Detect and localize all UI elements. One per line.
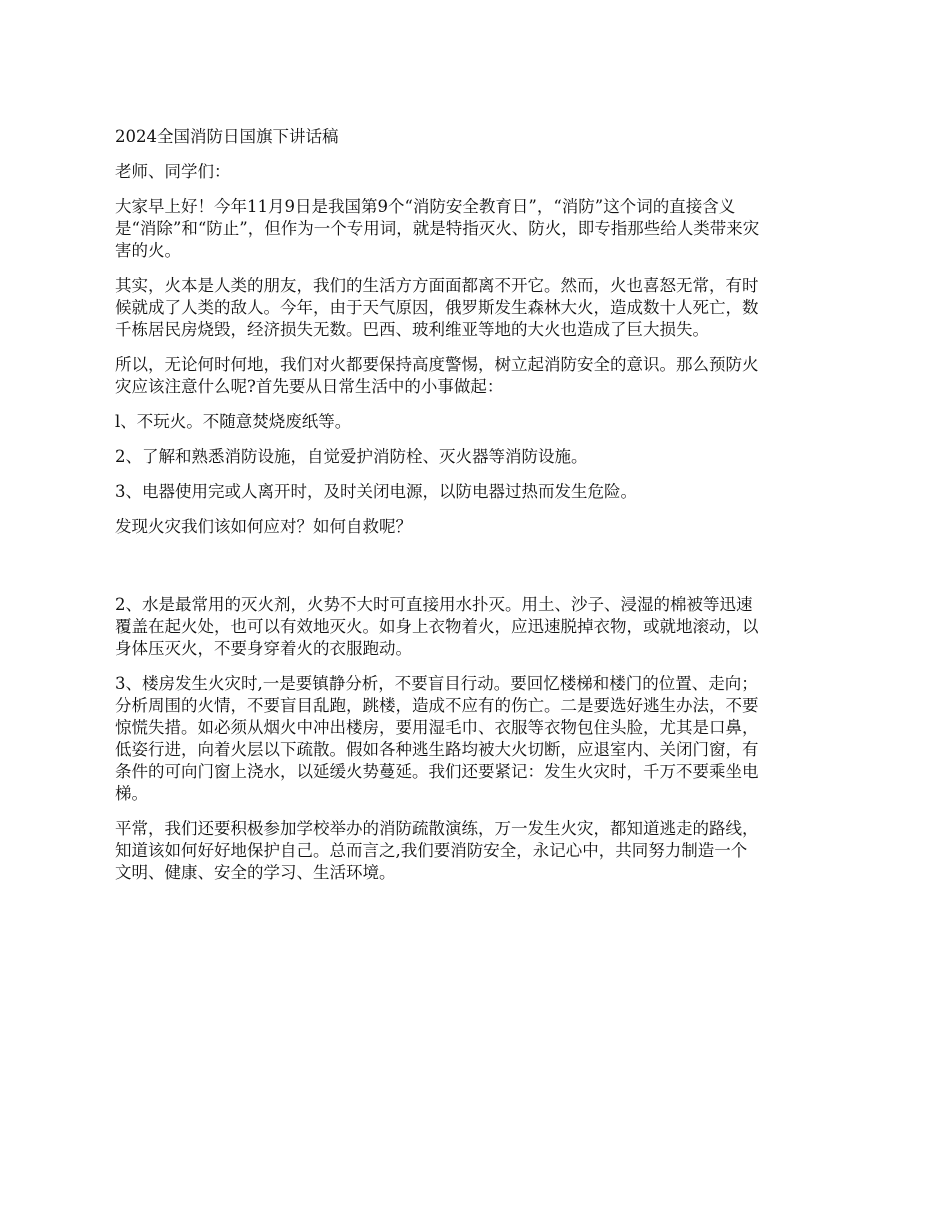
blank-gap <box>115 551 843 594</box>
paragraph-line: 条件的可向门窗上浇水，以延缓火势蔓延。我们还要紧记：发生火灾时，千万不要乘坐电 <box>115 762 759 781</box>
paragraph-line: 是“消除”和“防止”，但作为一个专用词，就是特指灭火、防火，即专指那些给人类带来灾 <box>115 219 760 238</box>
paragraph <box>115 354 843 398</box>
document-title <box>115 126 843 148</box>
paragraph-line: 2、水是最常用的灭火剂，火势不大时可直接用水扑灭。用土、沙子、浸湿的棉被等迅速 <box>115 595 753 614</box>
paragraph <box>115 673 843 805</box>
paragraph-line: 所以，无论何时何地，我们对火都要保持高度警惕，树立起消防安全的意识。那么预防火 <box>115 355 759 374</box>
paragraph-line: 其实，火本是人类的朋友，我们的生活方方面面都离不开它。然而，火也喜怒无常，有时 <box>115 276 759 295</box>
body-before-gap <box>115 196 843 538</box>
paragraph-line: 身体压灭火，不要身穿着火的衣服跑动。 <box>115 639 412 658</box>
paragraph-line: 分析周围的火情，不要盲目乱跑，跳楼，造成不应有的伤亡。二是要选好逃生办法，不要 <box>115 696 759 715</box>
paragraph-line: 大家早上好！今年11月9日是我国第9个“消防安全教育日”，“消防”这个词的直接含义 <box>115 197 736 216</box>
paragraph-line: 候就成了人类的敌人。今年，由于天气原因，俄罗斯发生森林大火，造成数十人死亡，数 <box>115 298 759 317</box>
paragraph-line: 低姿行进，向着火层以下疏散。假如各种逃生路均被大火切断，应退室内、关闭门窗，有 <box>115 740 759 759</box>
paragraph-line: 2、了解和熟悉消防设施，自觉爱护消防栓、灭火器等消防设施。 <box>115 447 588 466</box>
paragraph-line: 梯。 <box>115 784 148 803</box>
paragraph <box>115 275 843 341</box>
salutation-line: 老师、同学们： <box>115 162 231 181</box>
paragraph-line: 惊慌失措。如必须从烟火中冲出楼房，要用湿毛巾、衣服等衣物包住头脸，尤其是口鼻， <box>115 718 759 737</box>
paragraph-line: 害的火。 <box>115 241 181 260</box>
paragraph <box>115 196 843 262</box>
paragraph-line: 3、楼房发生火灾时,一是要镇静分析，不要盲目行动。要回忆楼梯和楼门的位置、走向； <box>115 674 758 693</box>
paragraph-line: 平常，我们还要积极参加学校举办的消防疏散演练，万一发生火灾，都知道逃走的路线， <box>115 819 759 838</box>
paragraph <box>115 818 843 884</box>
salutation <box>115 161 843 183</box>
paragraph-line: 文明、健康、安全的学习、生活环境。 <box>115 863 396 882</box>
document-page <box>115 126 843 897</box>
paragraph-line: 知道该如何好好地保护自己。总而言之,我们要消防安全，永记心中，共同努力制造一个 <box>115 841 748 860</box>
paragraph <box>115 594 843 660</box>
body-after-gap <box>115 594 843 884</box>
paragraph-line: 覆盖在起火处，也可以有效地灭火。如身上衣物着火，应迅速脱掉衣物，或就地滚动，以 <box>115 617 759 636</box>
paragraph <box>115 481 843 503</box>
paragraph <box>115 516 843 538</box>
paragraph-line: 千栋居民房烧毁，经济损失无数。巴西、玻利维亚等地的大火也造成了巨大损失。 <box>115 320 709 339</box>
paragraph-line: 3、电器使用完或人离开时，及时关闭电源，以防电器过热而发生危险。 <box>115 482 637 501</box>
paragraph-line: l、不玩火。不随意焚烧废纸等。 <box>115 412 352 431</box>
paragraph-line: 发现火灾我们该如何应对？如何自救呢？ <box>115 517 412 536</box>
paragraph <box>115 446 843 468</box>
title-line: 2024全国消防日国旗下讲话稿 <box>115 127 339 146</box>
paragraph-line: 灾应该注意什么呢?首先要从日常生活中的小事做起： <box>115 377 504 396</box>
paragraph <box>115 411 843 433</box>
